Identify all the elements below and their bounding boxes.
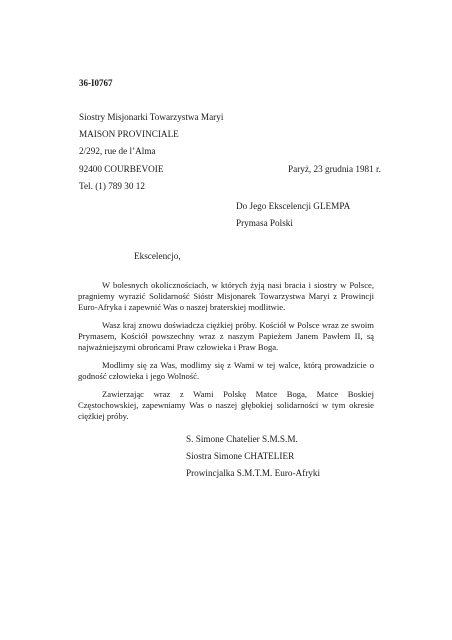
signature-line: S. Simone Chatelier S.M.S.M. (186, 434, 298, 444)
sender-name: Siostry Misjonarki Towarzystwa Maryi (79, 112, 224, 122)
sender-city: 92400 COURBEVOIE (79, 164, 164, 174)
body-paragraph: W bolesnych okolicznościach, w których żyją nasi bracia i siostry w Polsce, pragniemy wyrazić Solidarność Sióstr Misjonarek Towarzystwa Maryi z Prowincji Euro-Afryka i zapewnić Was o naszej braterskiej modlitwie. (78, 280, 374, 312)
signatory-name: Siostra Simone CHATELIER (186, 451, 295, 461)
recipient-name: Do Jego Ekscelencji GLEMPA (236, 201, 351, 211)
sender-street: 2/292, rue de l’Alma (79, 146, 156, 156)
recipient-title: Prymasa Polski (236, 218, 293, 228)
sender-phone: Tel. (1) 789 30 12 (79, 181, 145, 191)
sender-house: MAISON PROVINCIALE (79, 129, 179, 139)
body-paragraph: Zawierzając wraz z Wami Polskę Matce Boga, Matce Boskiej Częstochowskiej, zapewniamy Was o naszej głębokiej solidarności w tym okresie ciężkiej próby. (78, 389, 374, 421)
body-paragraph: Wasz kraj znowu doświadcza ciężkiej próby. Kościół w Polsce wraz ze swoim Prymasem, Kościół powszechny wraz z naszym Papieżem Janem Pawłem II, są najważniejszymi obrońcami Praw człowieka i Praw Boga. (78, 320, 374, 352)
document-reference: 36-I0767 (79, 78, 113, 88)
place-date: Paryż, 23 grudnia 1981 r. (288, 164, 381, 174)
salutation: Ekscelencjo, (134, 251, 181, 261)
body-paragraph: Modlimy się za Was, modlimy się z Wami w tej walce, którą prowadzicie o godność człowieka i jego Wolność. (78, 360, 374, 381)
signatory-title: Prowincjalka S.M.T.M. Euro-Afryki (186, 468, 321, 478)
